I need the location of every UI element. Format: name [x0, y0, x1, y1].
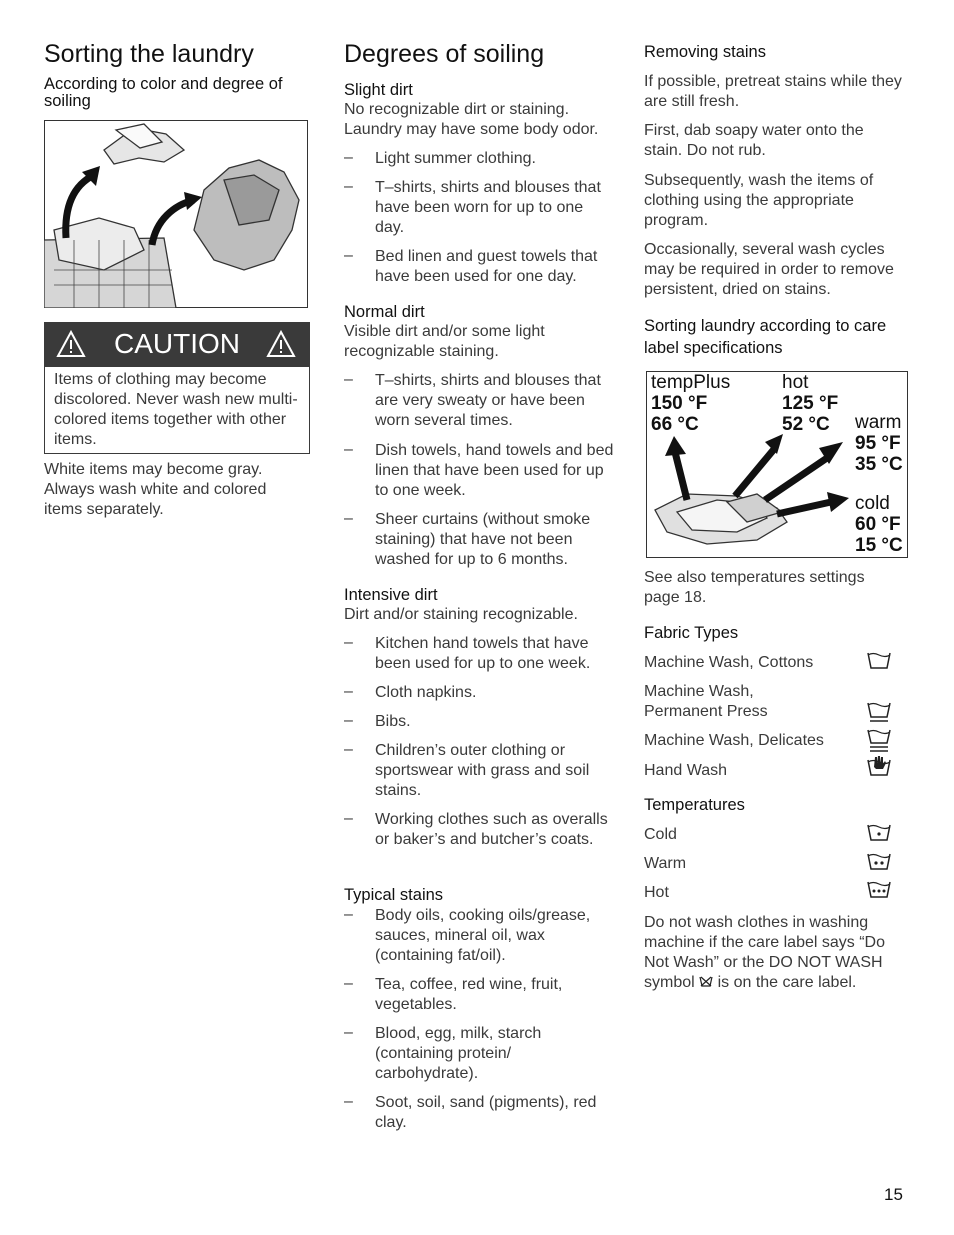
fabric-item: Machine Wash, Permanent Press	[644, 683, 768, 720]
wash-tub-delicates-icon	[867, 727, 891, 753]
fabric-item: Hand Wash	[644, 762, 727, 779]
normal-dirt-desc: Visible dirt and/or some light recognizable staining.	[344, 323, 545, 360]
temperatures-heading: Temperatures	[644, 796, 745, 814]
wash-tub-permanent-press-icon	[867, 700, 891, 722]
label-hot-c: 52 °C	[782, 414, 830, 435]
white-items-note: White items may become gray. Always wash white and colored items separately.	[44, 461, 267, 518]
wash-hot-icon	[867, 879, 891, 899]
label-tempplus: tempPlus	[651, 372, 731, 393]
stains-paragraph: Occasionally, several wash cycles may be required in order to remove persistent, dried on stains.	[644, 241, 894, 298]
fabric-item: Machine Wash, Cottons	[644, 654, 814, 671]
intensive-dirt-heading: Intensive dirt	[344, 586, 438, 604]
soiling-title: Degrees of soiling	[344, 40, 545, 68]
fabric-types-heading: Fabric Types	[644, 624, 739, 642]
intensive-dirt-desc: Dirt and/or staining recognizable.	[344, 606, 578, 623]
label-cold: cold	[855, 493, 890, 514]
typical-stains-heading: Typical stains	[344, 886, 444, 904]
slight-dirt-desc: No recognizable dirt or staining. Laundry may have some body odor.	[344, 101, 599, 138]
label-warm: warm	[855, 412, 902, 433]
caution-banner	[44, 322, 310, 367]
caution-title: CAUTION	[114, 328, 240, 359]
label-warm-f: 95 °F	[855, 433, 901, 454]
warning-icon	[266, 330, 296, 358]
see-also-note: See also temperatures settings page 18.	[644, 569, 865, 606]
do-not-wash-icon	[699, 975, 713, 988]
wash-tub-cottons-icon	[867, 650, 891, 670]
label-hot: hot	[782, 372, 809, 393]
stains-paragraph: First, dab soapy water onto the stain. Do not rub.	[644, 122, 864, 159]
stains-paragraph: Subsequently, wash the items of clothing using the appropriate program.	[644, 172, 874, 229]
caution-text: Items of clothing may become discolored. Never wash new multi-colored items together with other items.	[54, 371, 298, 448]
label-tempplus-c: 66 °C	[651, 414, 699, 435]
wash-cold-icon	[867, 822, 891, 842]
label-warm-c: 35 °C	[855, 454, 903, 475]
temperature-item: Hot	[644, 884, 669, 901]
caution-box	[44, 367, 310, 454]
label-cold-f: 60 °F	[855, 514, 901, 535]
do-not-wash-text: Do not wash clothes in washing machine if the care label says “Do Not Wash” or the DO NOT WASH symbol	[644, 914, 885, 991]
temperature-figure	[646, 371, 908, 558]
sorting-subtitle: According to color and degree of soiling	[44, 75, 283, 110]
wash-warm-icon	[867, 851, 891, 871]
temperature-item: Cold	[644, 826, 677, 843]
warning-icon	[56, 330, 86, 358]
fabric-item: Machine Wash, Delicates	[644, 732, 824, 749]
normal-dirt-heading: Normal dirt	[344, 303, 425, 321]
sorting-title: Sorting the laundry	[44, 40, 254, 68]
label-tempplus-f: 150 °F	[651, 393, 708, 414]
label-cold-c: 15 °C	[855, 535, 903, 556]
removing-stains-heading: Removing stains	[644, 43, 766, 61]
slight-dirt-heading: Slight dirt	[344, 81, 413, 99]
hand-wash-icon	[867, 755, 891, 779]
page-number: 15	[884, 1185, 903, 1204]
label-hot-f: 125 °F	[782, 393, 839, 414]
temperature-item: Warm	[644, 855, 687, 872]
laundry-basket-illustration	[44, 120, 308, 308]
do-not-wash-text-end: is on the care label.	[717, 974, 857, 991]
do-not-wash-note	[644, 913, 894, 993]
stains-paragraph: If possible, pretreat stains while they are still fresh.	[644, 73, 902, 110]
care-label-heading: Sorting laundry according to care label specifications	[644, 317, 887, 357]
